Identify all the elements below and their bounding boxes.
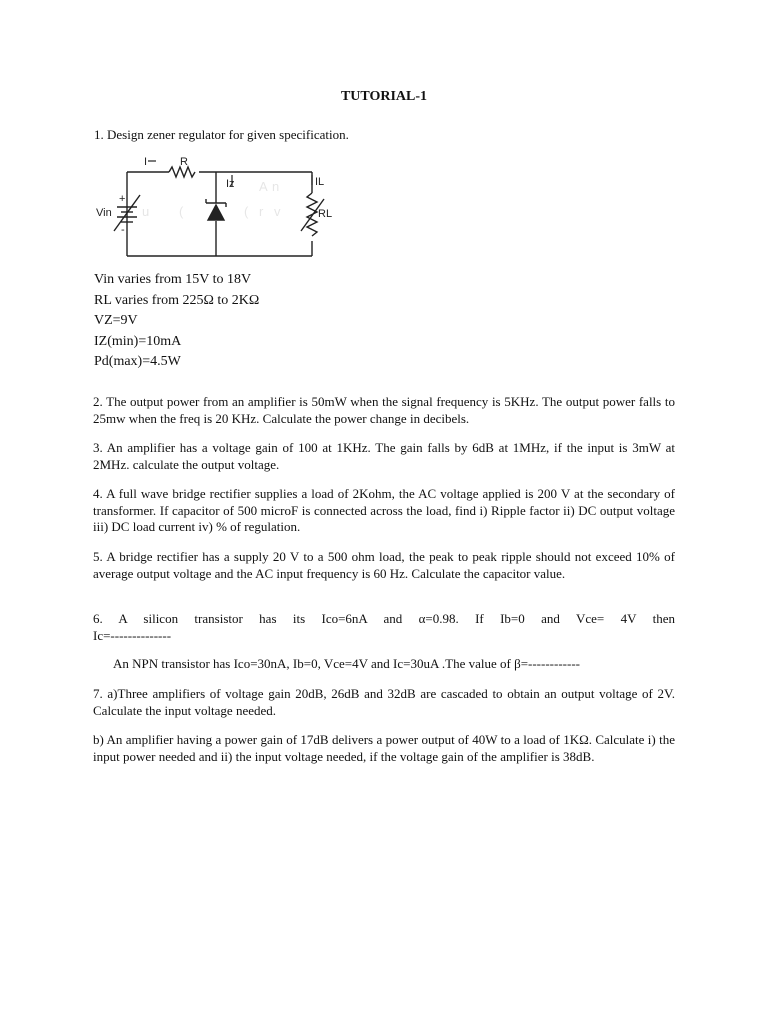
label-minus: - bbox=[121, 224, 125, 236]
label-zener-current: Iz bbox=[226, 178, 235, 190]
question-7a: 7. a)Three amplifiers of voltage gain 20dB, 26dB and 32dB are cascaded to obtain an output voltage of 2V. Calculate the input voltage needed. bbox=[93, 686, 675, 718]
question-6-subpart: An NPN transistor has Ico=30nA, Ib=0, Vce=4V and Ic=30uA .The value of β=------------ bbox=[113, 656, 580, 671]
question-6-line-1: 6. A silicon transistor has its Ico=6nA and α=0.98. If Ib=0 and Vce= 4V then bbox=[93, 611, 675, 626]
question-4: 4. A full wave bridge rectifier supplies a load of 2Kohm, the AC voltage applied is 200 V at the secondary of transformer. If capacitor of 500 microF is connected across the load, find i) Ripple factor ii) DC output voltage iii) DC load current iv) % of regulation. bbox=[93, 486, 675, 534]
page-title: TUTORIAL-1 bbox=[340, 89, 428, 104]
label-current-i: I bbox=[144, 156, 148, 168]
question-6 bbox=[93, 611, 675, 644]
question-5: 5. A bridge rectifier has a supply 20 V to a 500 ohm load, the peak to peak ripple should not exceed 10% of average output voltage and the AC input frequency is 60 Hz. Calculate the capacitor value. bbox=[93, 549, 675, 581]
svg-text:(: ( bbox=[179, 204, 184, 219]
question-1-text: 1. Design zener regulator for given specification. bbox=[94, 127, 349, 142]
svg-text:A: A bbox=[259, 179, 268, 194]
label-resistor-r: R bbox=[180, 156, 188, 168]
question-3: 3. An amplifier has a voltage gain of 100 at 1KHz. The gain falls by 6dB at 1MHz, if the input is 3mW at 2MHz. calculate the output voltage. bbox=[93, 440, 675, 472]
spec-rl: RL varies from 225Ω to 2KΩ bbox=[94, 292, 260, 308]
question-2: 2. The output power from an amplifier is 50mW when the signal frequency is 5KHz. The output power falls to 25mw when the freq is 20 KHz. Calculate the power change in decibels. bbox=[93, 394, 675, 426]
svg-text:v: v bbox=[274, 204, 281, 219]
spec-vz: VZ=9V bbox=[94, 313, 138, 328]
question-6-line-2: Ic=-------------- bbox=[93, 627, 172, 643]
resistor-r-symbol bbox=[169, 167, 195, 177]
spec-vin: Vin varies from 15V to 18V bbox=[94, 272, 252, 287]
label-load-resistor: RL bbox=[318, 208, 333, 220]
circuit-diagram bbox=[94, 153, 342, 271]
label-vin: Vin bbox=[96, 207, 112, 219]
svg-text:(: ( bbox=[244, 204, 249, 219]
svg-text:n: n bbox=[272, 179, 280, 194]
label-load-current: IL bbox=[315, 176, 325, 188]
question-1-specs bbox=[94, 270, 494, 373]
spec-pd-max: Pd(max)=4.5W bbox=[94, 354, 181, 369]
spec-iz-min: IZ(min)=10mA bbox=[94, 333, 182, 349]
question-7b: b) An amplifier having a power gain of 17dB delivers a power output of 40W to a load of 1KΩ. Calculate i) the input power needed and ii) the input voltage needed, if the voltage gain of the amplifier is 38dB. bbox=[93, 732, 675, 764]
zener-regulator-circuit bbox=[94, 153, 342, 271]
svg-text:r: r bbox=[259, 204, 264, 219]
svg-text:u: u bbox=[142, 204, 150, 219]
label-plus: + bbox=[119, 193, 126, 205]
